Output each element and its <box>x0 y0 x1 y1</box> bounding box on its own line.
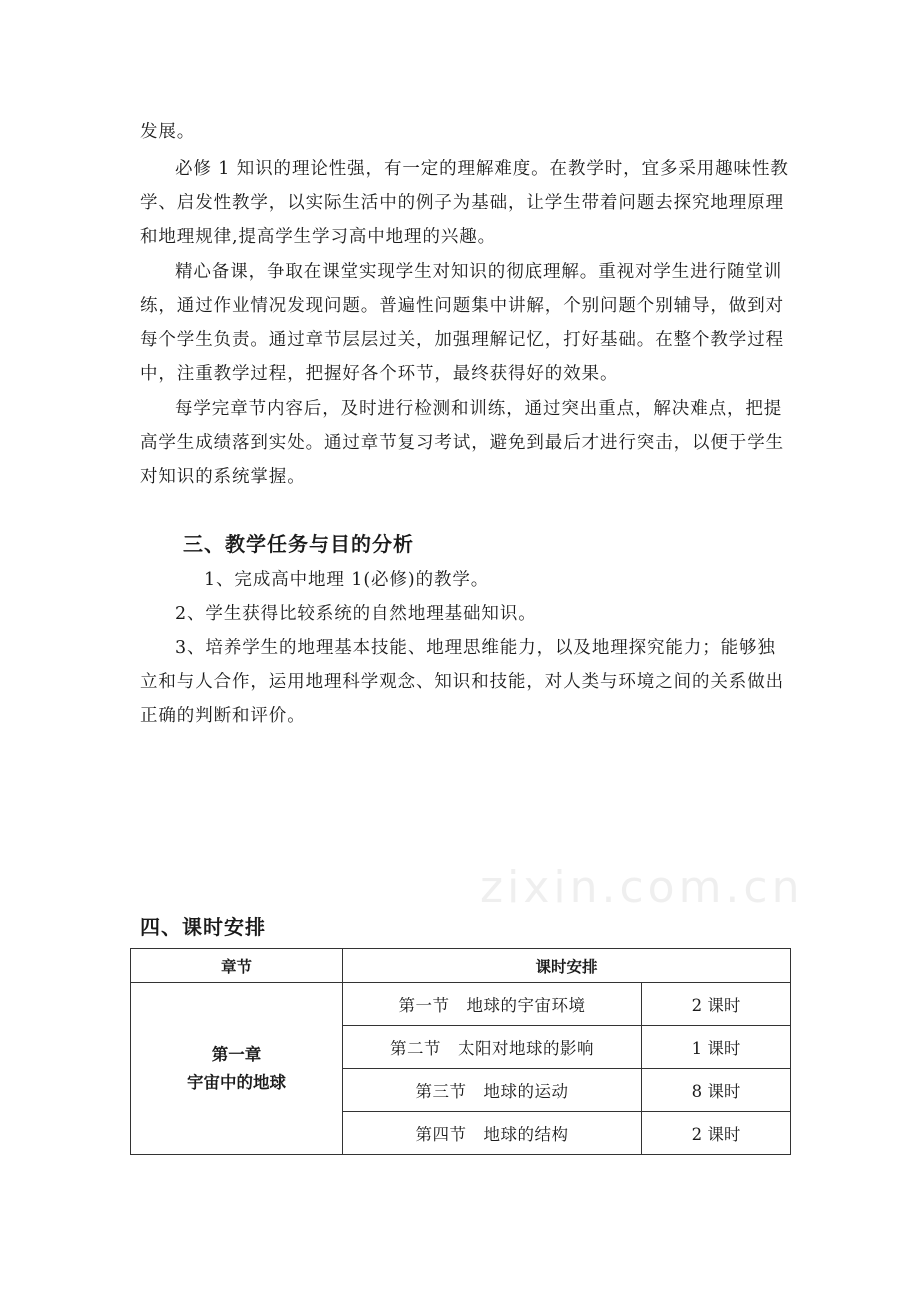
hours-cell: 1 课时 <box>642 1026 791 1069</box>
table-row <box>131 983 791 1026</box>
header-chapter: 章节 <box>131 949 343 983</box>
watermark: zixin.com.cn <box>480 862 804 913</box>
paragraph-line: 和地理规律,提高学生学习高中地理的兴趣。 <box>140 227 497 247</box>
table-header-row <box>131 949 791 983</box>
section-heading: 四、课时安排 <box>140 915 266 939</box>
paragraph-line: 练，通过作业情况发现问题。普遍性问题集中讲解，个别问题个别辅导，做到对 <box>140 296 784 316</box>
section-cell: 第三节 地球的运动 <box>343 1069 642 1112</box>
section-cell: 第四节 地球的结构 <box>343 1112 642 1155</box>
list-item: 2、学生获得比较系统的自然地理基础知识。 <box>175 604 537 624</box>
section-cell: 第一节 地球的宇宙环境 <box>343 983 642 1026</box>
paragraph-line: 高学生成绩落到实处。通过章节复习考试，避免到最后才进行突击，以便于学生 <box>140 433 784 453</box>
chapter-number: 第一章 <box>211 1044 262 1064</box>
paragraph-line: 精心备课，争取在课堂实现学生对知识的彻底理解。重视对学生进行随堂训 <box>175 262 783 282</box>
chapter-cell <box>131 983 343 1155</box>
hours-cell: 8 课时 <box>642 1069 791 1112</box>
header-schedule: 课时安排 <box>343 949 791 983</box>
list-item: 正确的判断和评价。 <box>140 706 306 726</box>
list-item: 1、完成高中地理 1(必修)的教学。 <box>204 570 490 590</box>
paragraph-line: 每学完章节内容后，及时进行检测和训练，通过突出重点，解决难点，把提 <box>175 399 783 419</box>
paragraph-line: 必修 1 知识的理论性强，有一定的理解难度。在教学时，宜多采用趣味性教 <box>175 159 789 179</box>
schedule-table <box>130 948 791 1155</box>
hours-cell: 2 课时 <box>642 983 791 1026</box>
paragraph-line: 每个学生负责。通过章节层层过关，加强理解记忆，打好基础。在整个教学过程 <box>140 330 784 350</box>
paragraph-line: 对知识的系统掌握。 <box>140 467 306 487</box>
list-item: 3、培养学生的地理基本技能、地理思维能力，以及地理探究能力；能够独 <box>175 638 776 658</box>
chapter-title: 宇宙中的地球 <box>187 1072 286 1092</box>
paragraph-line: 发展。 <box>140 122 196 142</box>
section-cell: 第二节 太阳对地球的影响 <box>343 1026 642 1069</box>
paragraph-line: 学、启发性教学，以实际生活中的例子为基础，让学生带着问题去探究地理原理 <box>140 193 784 213</box>
hours-cell: 2 课时 <box>642 1112 791 1155</box>
list-item: 立和与人合作，运用地理科学观念、知识和技能，对人类与环境之间的关系做出 <box>140 672 784 692</box>
section-heading: 三、教学任务与目的分析 <box>183 532 414 556</box>
paragraph-line: 中，注重教学过程，把握好各个环节，最终获得好的效果。 <box>140 364 619 384</box>
